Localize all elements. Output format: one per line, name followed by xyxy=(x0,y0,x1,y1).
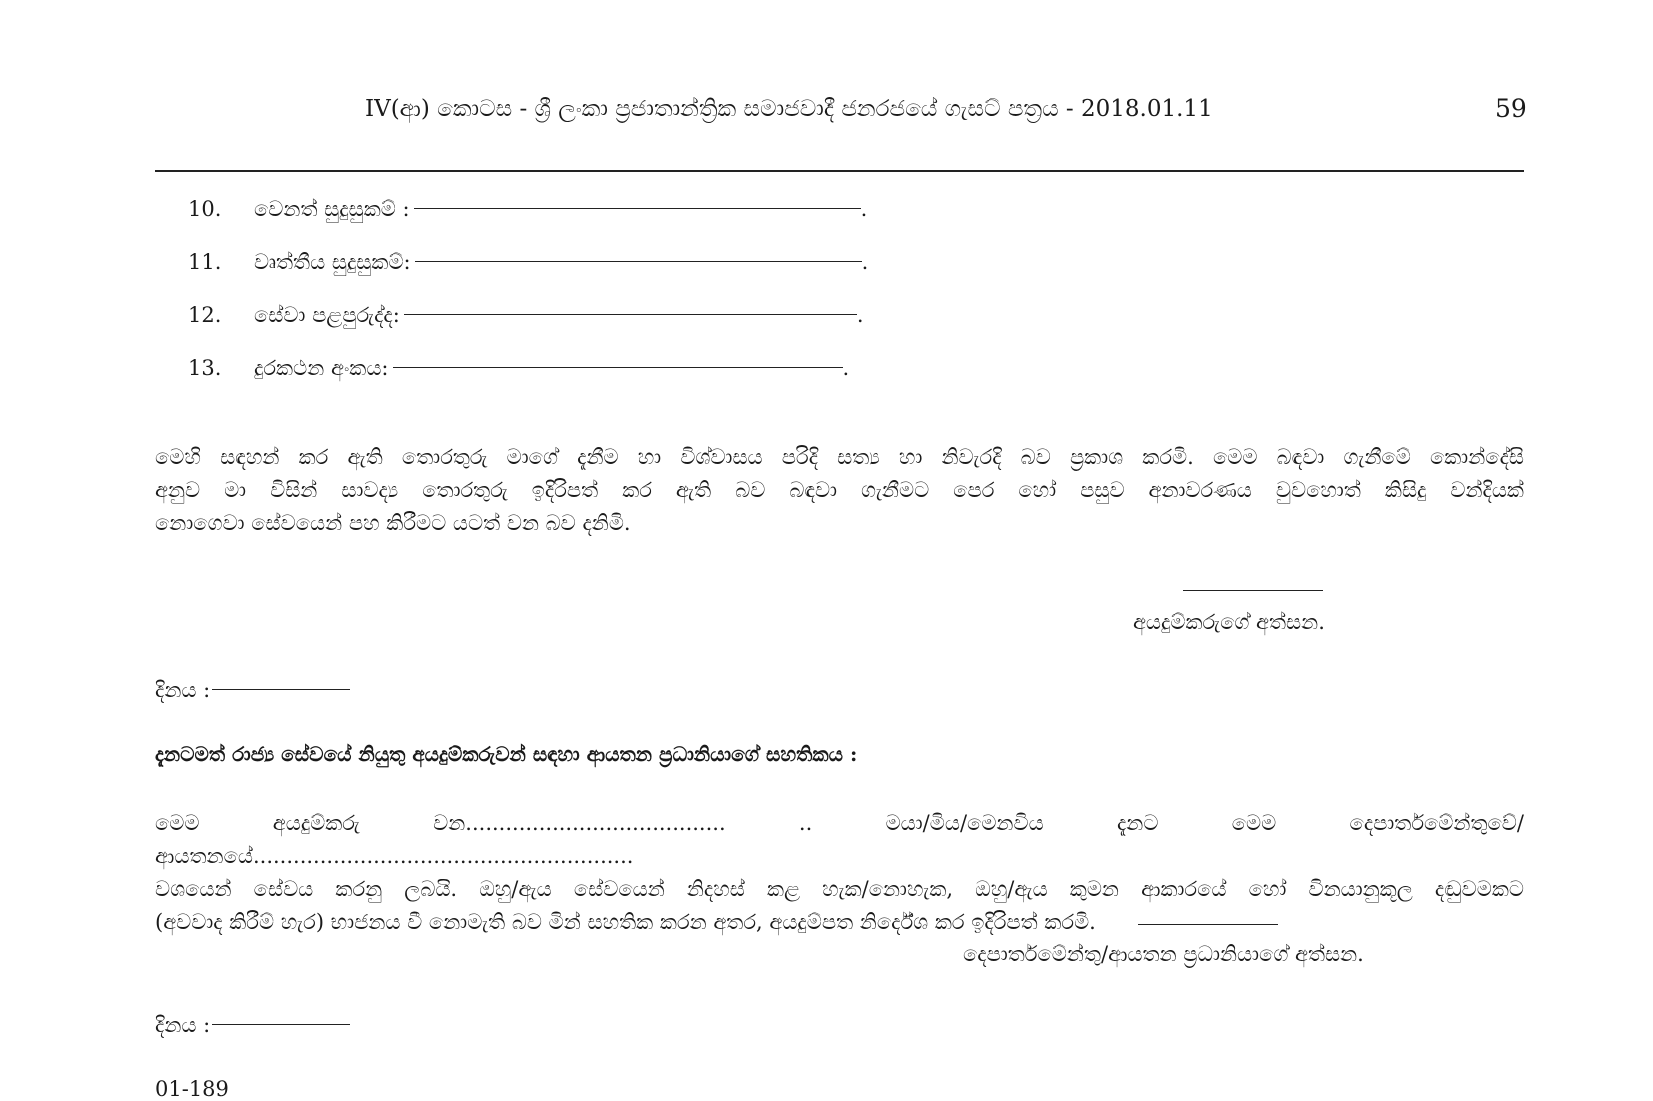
item-label: වෙනත් සුදුසුකම් : xyxy=(254,197,410,221)
item-label: දුරකථන අංකය: xyxy=(254,356,389,380)
item-number: 13. xyxy=(188,356,222,380)
certificate-line: (අවවාද කිරීම් හැර) භාජනය වී නොමැති බව මින් සහතික කරන අතර, අයදුම්පත නිර්දේශ කර ඉදිරිපත් කරමි. xyxy=(155,910,1096,934)
notice-reference-number: 01-189 xyxy=(155,1077,229,1101)
declaration-line: අනුව මා විසින් සාවද්‍ය තොරතුරු ඉදිරිපත් කර ඇති බව බඳවා ගැනීමට පෙර හෝ පසුව අනාවරණය වුවහොත් කිසිදු වන්දියක් xyxy=(155,478,1524,502)
head-signature-line[interactable] xyxy=(1138,924,1278,925)
date-field-head xyxy=(155,1013,350,1038)
item-end-mark: . xyxy=(842,356,850,380)
form-item-telephone xyxy=(188,356,849,381)
fill-in-line[interactable] xyxy=(415,261,862,262)
form-item-other-qualifications xyxy=(188,197,867,222)
item-end-mark: . xyxy=(861,250,869,274)
item-number: 12. xyxy=(188,303,222,327)
applicant-signature-caption: අයදුම්කරුගේ අත්සන. xyxy=(1133,610,1325,634)
certificate-line: මෙම අයදුම්කරු වන....................................... .. මයා/මිය/මෙනවිය දැනට මෙම දෙපාර්තමේන්තුවේ/ආයතනයේ......................................................... xyxy=(155,811,1524,868)
date-fill-line[interactable] xyxy=(212,1024,350,1025)
form-item-service-experience xyxy=(188,303,864,328)
gazette-header-title: IV(ආ) කොටස - ශ්‍රී ලංකා ප්‍රජාතාන්ත්‍රික සමාජවාදී ජනරජයේ ගැසට් පත්‍රය - 2018.01.11 xyxy=(365,96,1213,122)
applicant-signature-line[interactable] xyxy=(1183,590,1323,591)
declaration-line: මෙහි සඳහන් කර ඇති තොරතුරු මාගේ දැනීම හා විශ්වාසය පරිදි සත්‍ය හා නිවැරදි බව ප්‍රකාශ කරමි. මෙම බඳවා ගැනීමේ කොන්දේසි xyxy=(155,445,1524,469)
form-item-professional-qualifications xyxy=(188,250,868,275)
page-number: 59 xyxy=(1495,94,1527,123)
certificate-line: වශයෙන් සේවය කරනු ලබයි. ඔහු/ඇය සේවයෙන් නිදහස් කළ හැක/නොහැක, ඔහු/ඇය කුමන ආකාරයේ හෝ විනයානුකූල දඬුවමකට xyxy=(155,877,1524,901)
certificate-heading: දැනටමත් රාජ්‍ය සේවයේ නියුතු අයදුම්කරුවන් සඳහා ආයතන ප්‍රධානියාගේ සහතිකය : xyxy=(155,742,858,766)
date-field-applicant xyxy=(155,678,350,703)
item-end-mark: . xyxy=(856,303,864,327)
fill-in-line[interactable] xyxy=(393,367,843,368)
item-end-mark: . xyxy=(860,197,868,221)
certificate-paragraph xyxy=(155,807,1524,939)
date-label: දිනය : xyxy=(155,1013,211,1037)
fill-in-line[interactable] xyxy=(404,314,857,315)
header-divider xyxy=(155,170,1524,172)
item-number: 10. xyxy=(188,197,222,221)
item-number: 11. xyxy=(188,250,222,274)
date-fill-line[interactable] xyxy=(212,689,350,690)
item-label: වෘත්තීය සුදුසුකම්: xyxy=(254,250,411,274)
head-signature-caption: දෙපාර්තමේන්තු/ආයතන ප්‍රධානියාගේ අත්සන. xyxy=(963,942,1364,966)
declaration-line: නොගෙවා සේවයෙන් පහ කිරීමට යටත් වන බව දනිමි. xyxy=(155,511,631,535)
fill-in-line[interactable] xyxy=(414,208,861,209)
declaration-paragraph xyxy=(155,441,1524,540)
item-label: සේවා පළපුරුද්ද: xyxy=(254,303,400,327)
date-label: දිනය : xyxy=(155,678,211,702)
